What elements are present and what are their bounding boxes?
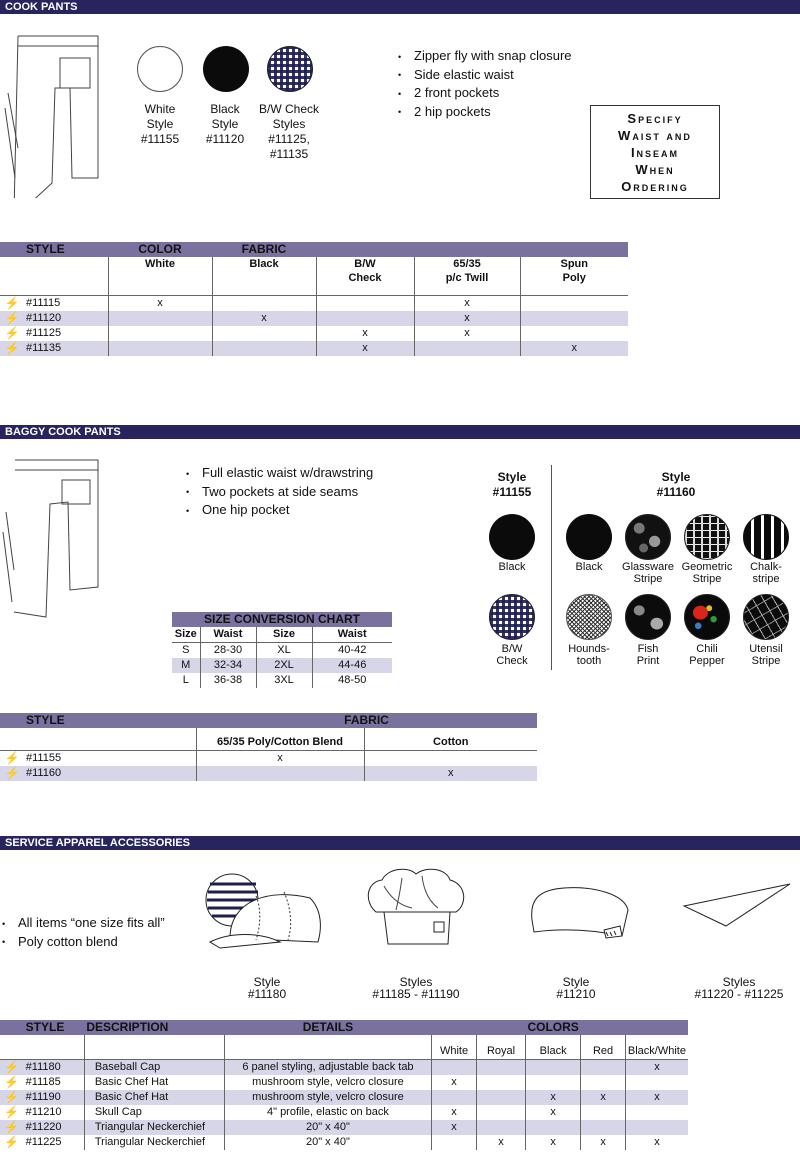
- size-chart-title: SIZE CONVERSION CHART: [172, 612, 392, 627]
- swatch-caption: Chalk- stripe: [750, 561, 782, 585]
- col-header-colors: COLORS: [527, 1020, 579, 1034]
- col-header-style: STYLE: [26, 713, 65, 727]
- table-row: ⚡ #11155 x: [0, 750, 537, 766]
- bw-check-swatch: [489, 594, 535, 640]
- col-twill: 65/35 p/c Twill: [414, 257, 520, 295]
- bolt-icon: ⚡: [4, 750, 20, 765]
- baggy-pants-table: [0, 713, 537, 781]
- bw-check-swatch: [267, 46, 313, 92]
- swatch-caption: Black: [575, 561, 603, 573]
- bolt-icon: ⚡: [0, 1059, 24, 1075]
- table-row: ⚡ #11115 x x: [0, 295, 628, 311]
- swatch-caption: B/W Check: [496, 643, 528, 667]
- black-swatch: [203, 46, 249, 92]
- table-row: S 28-30 XL 40-42: [172, 643, 392, 659]
- bolt-icon: ⚡: [4, 1074, 20, 1089]
- bolt-icon: ⚡: [4, 325, 20, 340]
- geometric-stripe-swatch: [684, 514, 730, 560]
- item-caption: Style #11180: [247, 975, 287, 1001]
- col-header-style: STYLE: [25, 1020, 65, 1034]
- col-poly-cotton: 65/35 Poly/Cotton Blend: [196, 728, 364, 750]
- swatch-caption-black: Black Style #11120: [205, 102, 245, 146]
- cook-pants-illustration: [0, 28, 110, 198]
- table-row: L 36-38 3XL 48-50: [172, 673, 392, 688]
- bolt-icon: ⚡: [4, 295, 20, 310]
- bolt-icon: ⚡: [0, 311, 24, 326]
- feature-item: • Full elastic waist w/drawstring: [186, 464, 373, 483]
- neckerchief-illustration: [680, 880, 795, 930]
- swatch-caption: Hounds- tooth: [568, 643, 610, 667]
- feature-item: • All items “one size fits all”: [2, 914, 165, 933]
- feature-item: • Two pockets at side seams: [186, 483, 373, 502]
- table-row: ⚡ #11210 Skull Cap 4" profile, elastic on back x x: [0, 1105, 688, 1120]
- swatch-caption: Black: [498, 561, 526, 573]
- style-11155-label: Style #11155: [492, 470, 532, 499]
- col-header-fabric: FABRIC: [344, 713, 389, 727]
- fish-print-swatch: [625, 594, 671, 640]
- white-swatch: [137, 46, 183, 92]
- cook-pants-table: [0, 242, 628, 356]
- utensil-stripe-swatch: [743, 594, 789, 640]
- swatch-caption-check: B/W Check Styles #11125, #11135: [258, 102, 319, 161]
- table-row: ⚡ #11190 Basic Chef Hat mushroom style, velcro closure x x x: [0, 1090, 688, 1105]
- col-black: Black: [212, 257, 316, 295]
- swatch-caption: Utensil Stripe: [749, 643, 783, 667]
- table-row: ⚡ #11180 Baseball Cap 6 panel styling, adjustable back tab x: [0, 1059, 688, 1075]
- table-row: ⚡ #11185 Basic Chef Hat mushroom style, velcro closure x: [0, 1075, 688, 1090]
- chalkstripe-swatch: [743, 514, 789, 560]
- col-bw-check: B/W Check: [316, 257, 414, 295]
- feature-item: • 2 hip pockets: [398, 103, 572, 122]
- table-row: ⚡ #11160 x: [0, 766, 537, 781]
- col-spun-poly: Spun Poly: [520, 257, 628, 295]
- style-11160-label: Style #11160: [656, 470, 696, 499]
- baggy-features-list: [186, 464, 373, 520]
- col-header-style: STYLE: [26, 242, 65, 256]
- col-header-fabric: FABRIC: [241, 242, 287, 256]
- size-conversion-chart: SIZE CONVERSION CHART Size Waist Size Waist S 28-30 XL 40-42 M 32-34 2XL 44-46 L 36-38 3XL 48-50: [172, 612, 392, 688]
- swatch-caption-white: White Style #11155: [140, 102, 180, 146]
- table-row: ⚡ #11125 x x: [0, 326, 628, 341]
- swatch-caption: Glassware Stripe: [622, 561, 674, 585]
- black-swatch: [489, 514, 535, 560]
- bolt-icon: ⚡: [4, 1134, 20, 1149]
- feature-item: • 2 front pockets: [398, 84, 572, 103]
- baseball-cap-illustration: [200, 870, 330, 960]
- houndstooth-swatch: [566, 594, 612, 640]
- table-row: ⚡ #11225 Triangular Neckerchief 20" x 40" x x x x: [0, 1135, 688, 1150]
- black-swatch: [566, 514, 612, 560]
- table-row: M 32-34 2XL 44-46: [172, 658, 392, 673]
- style-divider: [551, 465, 552, 670]
- section-header-accessories: SERVICE APPAREL ACCESSORIES: [0, 836, 800, 850]
- table-row: ⚡ #11135 x x: [0, 341, 628, 356]
- feature-item: • Zipper fly with snap closure: [398, 47, 572, 66]
- swatch-caption: Fish Print: [636, 643, 660, 667]
- col-header-details: DETAILS: [302, 1020, 354, 1034]
- feature-item: • Poly cotton blend: [2, 933, 165, 952]
- table-row: ⚡ #11120 x x: [0, 311, 628, 326]
- col-cotton: Cotton: [364, 728, 537, 750]
- table-row: ⚡ #11220 Triangular Neckerchief 20" x 40" x: [0, 1120, 688, 1135]
- item-caption: Styles #11185 - #11190: [372, 975, 460, 1001]
- specify-waist-box: Specify Waist and Inseam When Ordering: [590, 105, 720, 199]
- col-header-color: COLOR: [138, 242, 182, 256]
- accessories-table: STYLE DESCRIPTION DETAILS COLORS White Royal Black Red Black/White ⚡ #11180 Baseball Cap 6 panel styling, adjustable back tab x ⚡ #11185 Basic Chef Hat mushroom style, velcro closure x ⚡ #11190 Basic Chef Hat mushroom style, velcro closure x x x ⚡ #11210 Skull Cap 4" profile, elastic on back x x ⚡ #11220 Triangular Neckerchief 20" x 40" x ⚡ #11225 Triangular Neckerchief 20" x 40" x x x x: [0, 1020, 688, 1150]
- bolt-icon: ⚡: [0, 1090, 24, 1105]
- chef-hat-illustration: [362, 862, 470, 954]
- section-header-cook-pants: COOK PANTS: [0, 0, 800, 14]
- section-header-baggy: BAGGY COOK PANTS: [0, 425, 800, 439]
- swatch-caption: Geometric Stripe: [681, 561, 733, 585]
- item-caption: Style #11210: [556, 975, 596, 1001]
- feature-item: • One hip pocket: [186, 501, 373, 520]
- chili-pepper-swatch: [684, 594, 730, 640]
- cook-features-list: [398, 47, 572, 121]
- bolt-icon: ⚡: [0, 341, 24, 356]
- skull-cap-illustration: [524, 880, 634, 940]
- glassware-stripe-swatch: [625, 514, 671, 560]
- feature-item: • Side elastic waist: [398, 66, 572, 85]
- accessory-features-list: [2, 914, 165, 951]
- col-header-description: DESCRIPTION: [86, 1020, 169, 1034]
- bolt-icon: ⚡: [4, 1104, 20, 1119]
- bolt-icon: ⚡: [0, 1120, 24, 1135]
- bolt-icon: ⚡: [0, 766, 24, 781]
- item-caption: Styles #11220 - #11225: [694, 975, 784, 1001]
- col-white: White: [108, 257, 212, 295]
- baggy-pants-illustration: [0, 452, 110, 622]
- swatch-caption: Chili Pepper: [689, 643, 725, 667]
